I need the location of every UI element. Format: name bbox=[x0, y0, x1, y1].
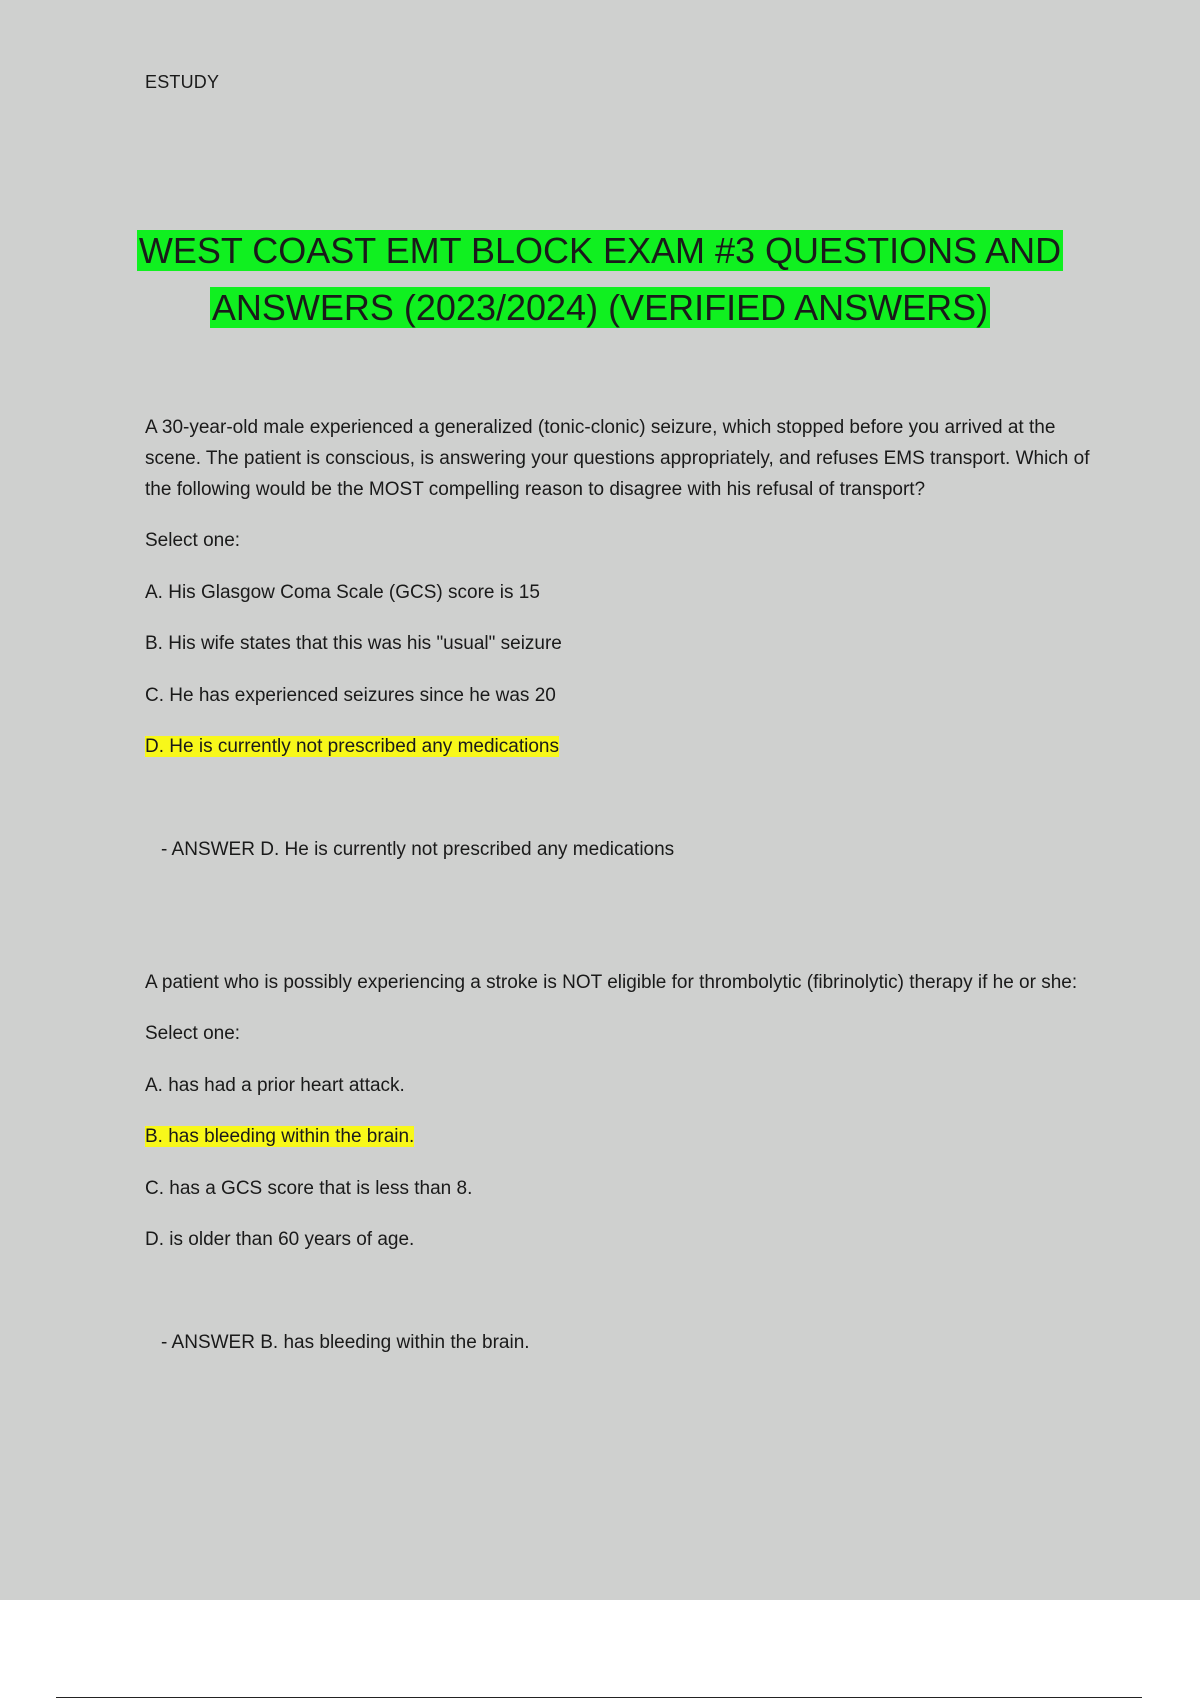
question-text: A 30-year-old male experienced a generalized (tonic-clonic) seizure, which stopped before you arrived at the scene. The patient is conscious, is answering your questions appropriately, and refuses EMS transport. Which of the following would be the MOST compelling reason to disagree with his refusal of transport? bbox=[145, 417, 1090, 500]
page-header-label: ESTUDY bbox=[145, 72, 220, 92]
question-2 bbox=[145, 967, 1095, 1358]
highlighted-option-label: D. He is currently not prescribed any medications bbox=[145, 736, 559, 757]
option-b bbox=[145, 628, 1095, 659]
question-1 bbox=[145, 412, 1095, 865]
option-label: C. He has experienced seizures since he was 20 bbox=[145, 684, 556, 706]
footer-divider bbox=[56, 1697, 1142, 1698]
question-text: A patient who is possibly experiencing a stroke is NOT eligible for thrombolytic (fibrinolytic) therapy if he or she: bbox=[145, 972, 1078, 993]
select-prompt: Select one: bbox=[145, 1023, 241, 1044]
option-c bbox=[145, 680, 1095, 711]
title-line-1: WEST COAST EMT BLOCK EXAM #3 QUESTIONS AND bbox=[138, 230, 1062, 271]
option-label: D. is older than 60 years of age. bbox=[145, 1229, 415, 1250]
option-d-correct bbox=[145, 731, 1095, 762]
option-label: A. His Glasgow Coma Scale (GCS) score is 15 bbox=[145, 581, 540, 603]
option-b-correct bbox=[145, 1121, 1095, 1152]
title-line-2: ANSWERS (2023/2024) (VERIFIED ANSWERS) bbox=[211, 287, 989, 328]
option-label: A. has had a prior heart attack. bbox=[145, 1074, 405, 1096]
option-a bbox=[145, 1070, 1095, 1101]
option-label: C. has a GCS score that is less than 8. bbox=[145, 1177, 473, 1199]
option-d bbox=[145, 1224, 1095, 1255]
option-label: B. His wife states that this was his "usual" seizure bbox=[145, 633, 562, 654]
option-c bbox=[145, 1173, 1095, 1204]
highlighted-option-label: B. has bleeding within the brain. bbox=[145, 1126, 415, 1147]
document-title bbox=[0, 222, 1200, 336]
answer-line: - ANSWER D. He is currently not prescribed any medications bbox=[161, 839, 675, 860]
option-a bbox=[145, 577, 1095, 608]
answer-line: - ANSWER B. has bleeding within the brain. bbox=[161, 1332, 530, 1353]
select-prompt: Select one: bbox=[145, 530, 241, 551]
